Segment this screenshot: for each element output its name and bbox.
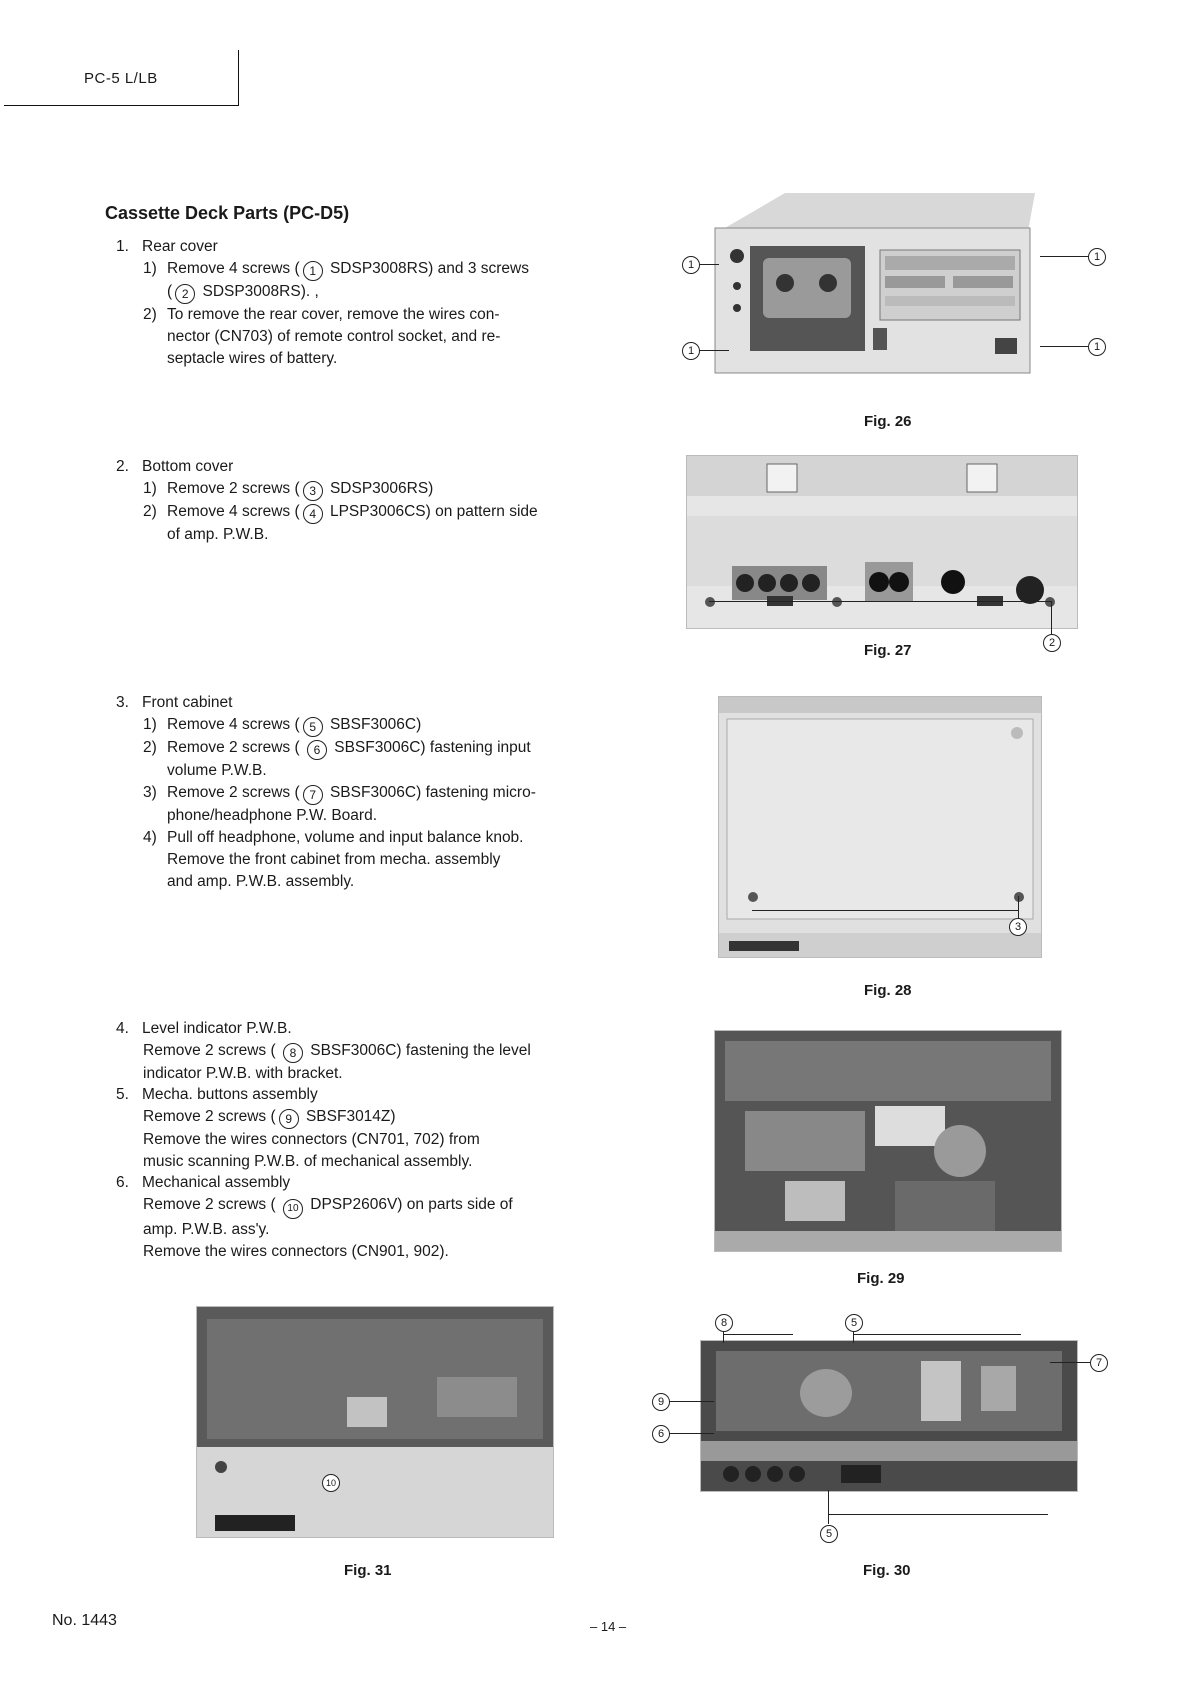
fig28-photo [718, 696, 1042, 958]
step-text: SDSP3006RS) [325, 480, 434, 497]
fig27-caption: Fig. 27 [864, 642, 912, 659]
step-text: Remove the wires connectors (CN901, 902). [143, 1243, 449, 1260]
fig27-marker-2: 2 [1043, 634, 1061, 652]
sub-step-body [167, 737, 531, 782]
step-text: music scanning P.W.B. of mechanical assembly. [143, 1153, 473, 1170]
screw-marker: 3 [303, 481, 323, 501]
leader-line [709, 601, 1052, 602]
step-text: phone/headphone P.W. Board. [167, 807, 377, 824]
step-text: nector (CN703) of remote control socket, and re- [167, 328, 501, 345]
sub-step-body [167, 478, 433, 501]
sub-step [143, 304, 596, 370]
screw-marker: 8 [283, 1043, 303, 1063]
step-text: indicator P.W.B. with bracket. [143, 1065, 343, 1082]
step-text: amp. P.W.B. ass'y. [143, 1221, 270, 1238]
text-line [167, 326, 500, 348]
fig31-marker-10: 10 [322, 1474, 340, 1492]
step-title: Front cabinet [142, 694, 233, 711]
screw-marker: 1 [303, 261, 323, 281]
text-line [143, 1151, 596, 1173]
sub-step [143, 478, 596, 501]
sub-step [143, 737, 596, 782]
step-heading [116, 692, 596, 714]
step-text: SBSF3006C) [325, 716, 422, 733]
text-line [167, 478, 433, 501]
leader-line [853, 1331, 854, 1343]
step-heading [116, 1084, 596, 1106]
step-text: Remove 4 screws ( [167, 260, 300, 277]
step-text: Remove 4 screws ( [167, 716, 300, 733]
fig26-marker-1d: 1 [1088, 338, 1106, 356]
screw-marker: 9 [279, 1109, 299, 1129]
fig26-photo [695, 188, 1055, 378]
fig26-marker-1c: 1 [1088, 248, 1106, 266]
step-text: SDSP3008RS) and 3 screws [325, 260, 529, 277]
leader-line [1051, 601, 1052, 637]
step-title: Rear cover [142, 238, 218, 255]
step-mechanical-assembly [116, 1172, 596, 1263]
sub-step [143, 501, 596, 546]
step-text: septacle wires of battery. [167, 350, 338, 367]
step-text: SBSF3006C) fastening input [329, 739, 531, 756]
step-text: Remove 2 screws ( [167, 784, 300, 801]
fig30-marker-5b: 5 [820, 1525, 838, 1543]
leader-line [699, 264, 719, 265]
step-text: Remove 2 screws ( [143, 1042, 280, 1059]
step-text: volume P.W.B. [167, 762, 267, 779]
step-title: Mechanical assembly [142, 1174, 291, 1191]
step-title: Mecha. buttons assembly [142, 1086, 318, 1103]
fig27-photo [686, 455, 1078, 629]
text-line [167, 281, 529, 304]
fig28-marker-3: 3 [1009, 918, 1027, 936]
step-text: SDSP3008RS). , [198, 283, 319, 300]
sub-step-body [167, 258, 529, 304]
screw-marker: 7 [303, 785, 323, 805]
text-line [167, 849, 524, 871]
step-bottom-cover [116, 456, 596, 546]
fig30-marker-5a: 5 [845, 1314, 863, 1332]
leader-line [1040, 346, 1088, 347]
fig31-photo [196, 1306, 554, 1538]
sub-step-number: 1) [143, 480, 157, 497]
leader-line [752, 910, 1019, 911]
text-line [167, 782, 536, 805]
text-line [143, 1241, 596, 1263]
sub-step-body [167, 827, 524, 893]
step-text: SBSF3006C) fastening micro- [325, 784, 536, 801]
leader-line [1018, 896, 1019, 918]
sub-step-body [167, 782, 536, 827]
leader-line [828, 1514, 1048, 1515]
step-text: Remove the wires connectors (CN701, 702) from [143, 1131, 480, 1148]
step-text: Pull off headphone, volume and input balance knob. [167, 829, 524, 846]
text-line [167, 760, 531, 782]
text-line [167, 304, 500, 326]
fig29-caption: Fig. 29 [857, 1270, 905, 1287]
document-number: No. 1443 [52, 1612, 117, 1629]
step-heading [116, 1172, 596, 1194]
sub-step-body [167, 714, 421, 737]
leader-line [828, 1490, 829, 1524]
fig30-marker-7: 7 [1090, 1354, 1108, 1372]
screw-marker: 4 [303, 504, 323, 524]
step-front-cabinet [116, 692, 596, 893]
text-line [143, 1129, 596, 1151]
sub-step [143, 782, 596, 827]
step-number: 1. [116, 238, 129, 255]
step-text: ( [167, 283, 173, 300]
step-text: Remove 2 screws ( [167, 739, 304, 756]
text-line [167, 348, 500, 370]
step-number: 3. [116, 694, 129, 711]
step-text: Remove 2 screws ( [143, 1108, 276, 1125]
sub-step-number: 2) [143, 306, 157, 323]
fig26-marker-1a: 1 [682, 256, 700, 274]
sub-step-body [167, 501, 538, 546]
sub-step-number: 2) [143, 503, 157, 520]
step-rear-cover [116, 236, 596, 370]
step-text: SBSF3014Z) [301, 1108, 396, 1125]
step-text: of amp. P.W.B. [167, 526, 269, 543]
leader-line [669, 1401, 714, 1402]
fig30-photo [700, 1340, 1078, 1492]
fig30-marker-9: 9 [652, 1393, 670, 1411]
leader-line [699, 350, 729, 351]
text-line [167, 737, 531, 760]
step-mecha-buttons [116, 1084, 596, 1173]
screw-marker: 5 [303, 717, 323, 737]
fig30-caption: Fig. 30 [863, 1562, 911, 1579]
step-number: 5. [116, 1086, 129, 1103]
step-level-indicator [116, 1018, 596, 1085]
sub-step-number: 1) [143, 716, 157, 733]
text-line [143, 1106, 596, 1129]
sub-step-number: 4) [143, 829, 157, 846]
step-number: 2. [116, 458, 129, 475]
step-heading [116, 1018, 596, 1040]
screw-marker: 10 [283, 1199, 303, 1219]
sub-step-number: 1) [143, 260, 157, 277]
text-line [143, 1063, 596, 1085]
document-model: PC-5 L/LB [84, 70, 158, 87]
fig28-caption: Fig. 28 [864, 982, 912, 999]
text-line [143, 1194, 596, 1219]
step-heading [116, 236, 596, 258]
step-text: Remove 4 screws ( [167, 503, 300, 520]
leader-line [1050, 1362, 1090, 1363]
step-text: LPSP3006CS) on pattern side [325, 503, 538, 520]
text-line [167, 524, 538, 546]
step-number: 4. [116, 1020, 129, 1037]
step-number: 6. [116, 1174, 129, 1191]
header-rule-vertical [238, 50, 239, 106]
text-line [143, 1040, 596, 1063]
fig30-marker-8: 8 [715, 1314, 733, 1332]
screw-marker: 6 [307, 740, 327, 760]
fig31-caption: Fig. 31 [344, 1562, 392, 1579]
text-line [167, 827, 524, 849]
leader-line [1040, 256, 1088, 257]
sub-step-number: 2) [143, 739, 157, 756]
sub-step-number: 3) [143, 784, 157, 801]
page-number: – 14 – [590, 1619, 627, 1634]
step-text: DPSP2606V) on parts side of [305, 1196, 513, 1213]
fig29-photo [714, 1030, 1062, 1252]
text-line [167, 805, 536, 827]
leader-line [669, 1433, 714, 1434]
leader-line [853, 1334, 1021, 1335]
text-line [167, 258, 529, 281]
step-text: Remove the front cabinet from mecha. assembly [167, 851, 501, 868]
text-line [143, 1219, 596, 1241]
sub-step [143, 827, 596, 893]
header-rule [4, 105, 239, 106]
fig30-marker-6: 6 [652, 1425, 670, 1443]
sub-step [143, 714, 596, 737]
step-heading [116, 456, 596, 478]
fig26-marker-1b: 1 [682, 342, 700, 360]
screw-marker: 2 [175, 284, 195, 304]
fig26-caption: Fig. 26 [864, 413, 912, 430]
step-title: Level indicator P.W.B. [142, 1020, 292, 1037]
text-line [167, 501, 538, 524]
step-text: SBSF3006C) fastening the level [305, 1042, 531, 1059]
section-title: Cassette Deck Parts (PC-D5) [105, 203, 350, 223]
step-text: and amp. P.W.B. assembly. [167, 873, 355, 890]
step-text: To remove the rear cover, remove the wires con- [167, 306, 500, 323]
step-text: Remove 2 screws ( [167, 480, 300, 497]
leader-line [723, 1331, 724, 1343]
text-line [167, 714, 421, 737]
leader-line [723, 1334, 793, 1335]
sub-step [143, 258, 596, 304]
sub-step-body [167, 304, 500, 370]
step-title: Bottom cover [142, 458, 234, 475]
step-text: Remove 2 screws ( [143, 1196, 280, 1213]
text-line [167, 871, 524, 893]
